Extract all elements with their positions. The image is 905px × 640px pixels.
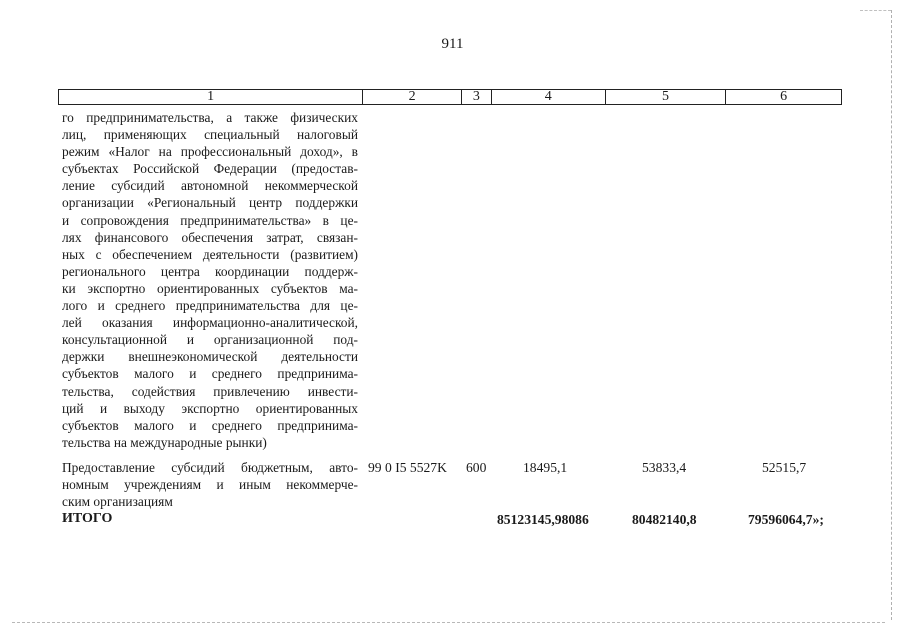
continued-description <box>62 109 358 451</box>
total-amount-col4: 85123145,98086 <box>497 512 589 527</box>
description-line: субъектов малого и среднего предпринима- <box>62 417 358 433</box>
description-line: лях финансового обеспечения затрат, связан- <box>62 229 358 245</box>
description-line: субъектах Российской Федерации (предостав- <box>62 161 358 177</box>
expense-type-code: 600 <box>466 460 487 475</box>
description-line: режим «Налог на профессиональный доход», в <box>62 144 358 160</box>
subsidy-description <box>62 459 358 510</box>
header-col-2: 2 <box>363 90 462 104</box>
total-label: ИТОГО <box>62 511 113 526</box>
subsidy-amount-col6: 52515,7 <box>762 460 807 475</box>
description-line: субъектов малого и среднего предпринима- <box>62 366 358 382</box>
header-col-5: 5 <box>606 90 727 104</box>
header-col-4: 4 <box>492 90 606 104</box>
scan-edge-top <box>860 10 891 11</box>
table-header-row <box>58 89 842 105</box>
target-article-code: 99 0 I5 5527K <box>368 460 447 475</box>
total-amount-col6: 79596064,7»; <box>748 512 824 527</box>
description-line: регионального центра координации поддерж- <box>62 263 358 279</box>
description-line: ским организациям <box>62 494 173 510</box>
description-line: тельства на международные рынки) <box>62 434 267 450</box>
header-col-1: 1 <box>59 90 363 104</box>
description-line: держки внешнеэкономической деятельности <box>62 349 358 365</box>
description-line: ций и выходу экспортно ориентированных <box>62 400 358 416</box>
description-line: ки экспортно ориентированных субъектов ма- <box>62 280 358 296</box>
header-col-6: 6 <box>780 89 788 104</box>
description-line: го предпринимательства, а также физических <box>62 110 358 125</box>
description-line: ных с обеспечением деятельности (развитием) <box>62 246 358 262</box>
scan-edge-bottom <box>12 622 885 624</box>
description-line: номным учреждениям и иным некоммерче- <box>62 477 358 493</box>
description-line: и сопровождения предпринимательства» в це- <box>62 212 358 228</box>
description-line: лей оказания информационно-аналитической, <box>62 315 358 331</box>
description-line: организации «Региональный центр поддержки <box>62 195 358 211</box>
scan-edge-right <box>890 10 892 620</box>
description-line: ление субсидий автономной некоммерческой <box>62 178 358 194</box>
description-line: Предоставление субсидий бюджетным, авто- <box>62 460 358 475</box>
header-col-3: 3 <box>462 90 492 104</box>
subsidy-amount-col5: 53833,4 <box>642 460 687 475</box>
description-line: лого и среднего предпринимательства для це- <box>62 298 358 314</box>
page-number: 911 <box>441 36 464 52</box>
description-line: лиц, применяющих специальный налоговый <box>62 127 358 143</box>
description-line: тельства, содействия привлечению инвести- <box>62 383 358 399</box>
subsidy-amount-col4: 18495,1 <box>523 460 568 475</box>
description-line: консультационной и организационной под- <box>62 332 358 348</box>
total-amount-col5: 80482140,8 <box>632 512 697 527</box>
